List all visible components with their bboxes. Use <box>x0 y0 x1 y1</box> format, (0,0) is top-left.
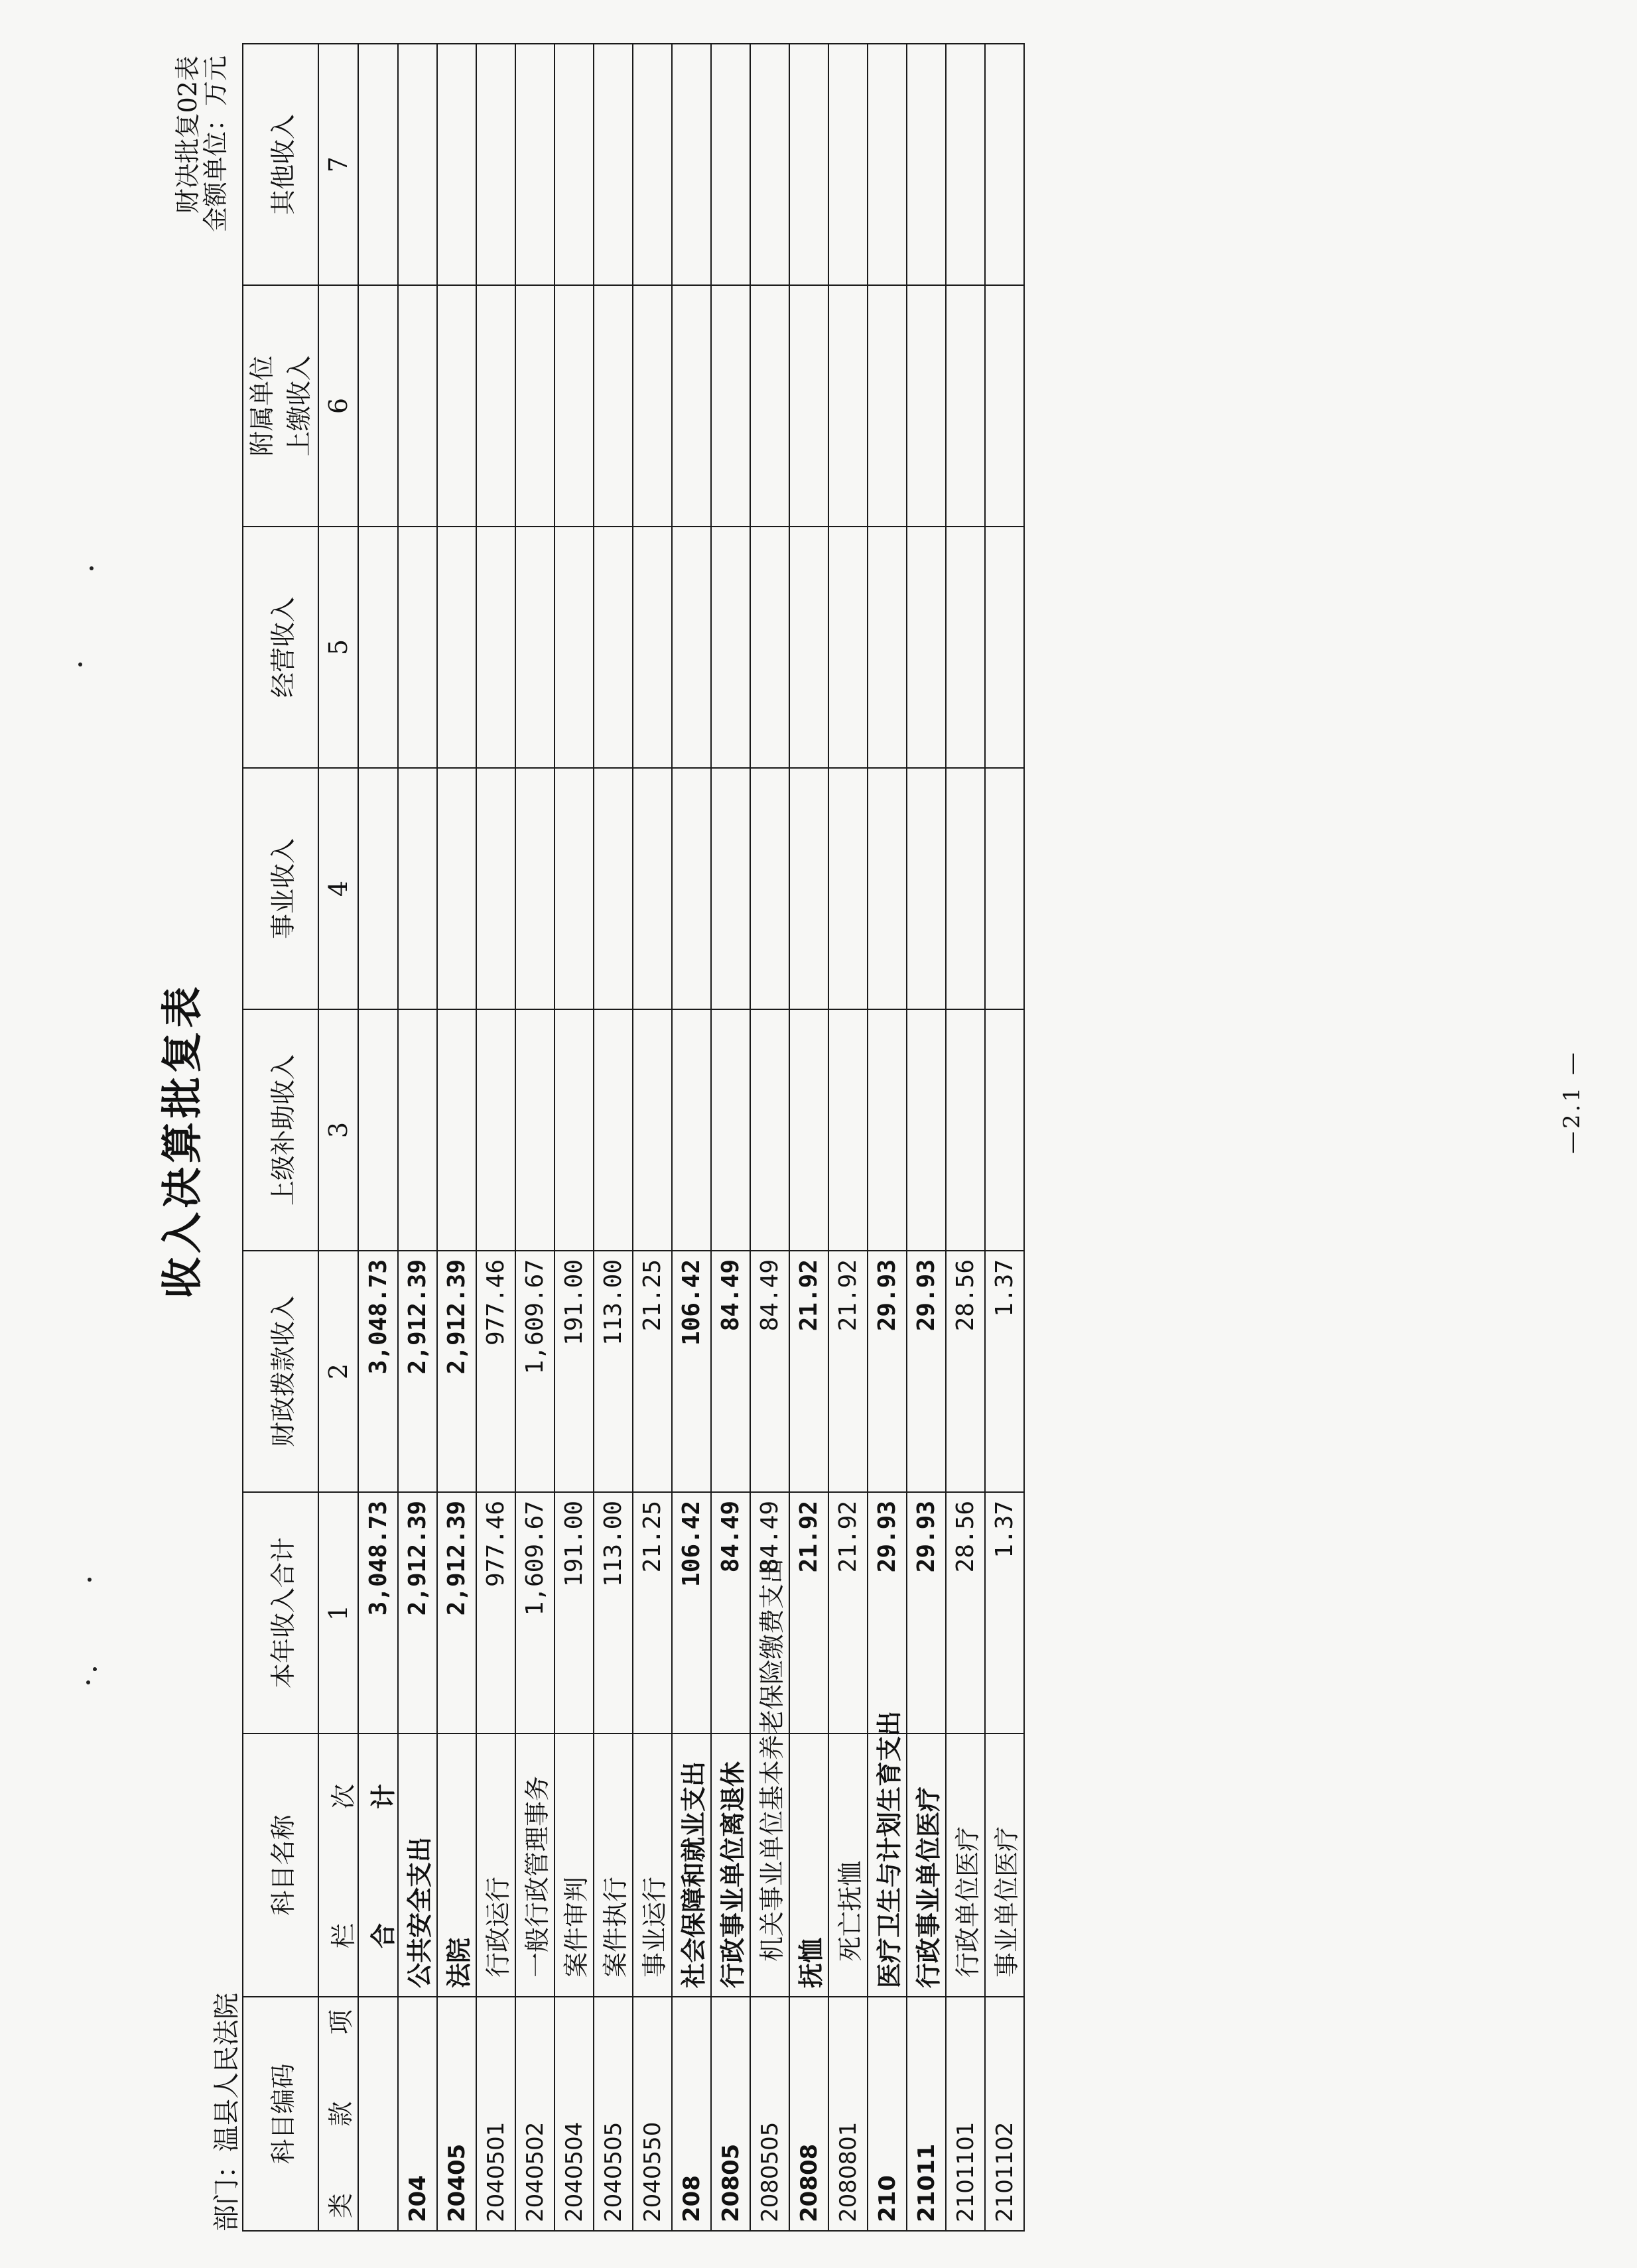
subject-name-cell: 行政事业单位医疗 <box>907 1733 946 1997</box>
value-cell-col-6 <box>555 285 594 527</box>
total-value-4 <box>358 768 398 1009</box>
table-row <box>555 44 594 2231</box>
subject-code-cell: 2080505 <box>750 1997 789 2231</box>
value-cell-col-4 <box>868 768 907 1009</box>
value-cell-col-7 <box>476 44 515 285</box>
value-cell-col-1: 29.93 <box>868 1492 907 1733</box>
value-cell-col-5 <box>946 527 985 768</box>
value-cell-col-6 <box>476 285 515 527</box>
value-cell-col-2: 84.49 <box>711 1251 750 1492</box>
subject-code-cell: 2040501 <box>476 1997 515 2231</box>
value-cell-col-6 <box>594 285 633 527</box>
value-cell-col-5 <box>672 527 711 768</box>
value-cell-col-3 <box>594 1009 633 1251</box>
value-cell-col-4 <box>828 768 868 1009</box>
table-row <box>985 44 1024 2231</box>
value-cell-col-7 <box>437 44 476 285</box>
value-cell-col-4 <box>789 768 828 1009</box>
col-index-6: 6 <box>318 285 358 527</box>
value-cell-col-4 <box>476 768 515 1009</box>
table-row <box>476 44 515 2231</box>
scan-speck <box>93 1667 97 1671</box>
value-cell-col-5 <box>828 527 868 768</box>
value-cell-col-1: 21.25 <box>633 1492 672 1733</box>
subject-code-cell: 2040505 <box>594 1997 633 2231</box>
value-cell-col-6 <box>633 285 672 527</box>
department-label: 部门：温县人民法院 <box>212 1993 242 2232</box>
value-cell-col-2: 1.37 <box>985 1251 1024 1492</box>
value-cell-col-4 <box>633 768 672 1009</box>
value-cell-col-5 <box>476 527 515 768</box>
table-row <box>750 44 789 2231</box>
value-cell-col-4 <box>398 768 437 1009</box>
value-cell-col-5 <box>515 527 555 768</box>
value-cell-col-3 <box>946 1009 985 1251</box>
header-ci: 次 <box>329 1784 358 1810</box>
scan-speck <box>88 1578 92 1582</box>
value-cell-col-7 <box>985 44 1024 285</box>
header-col-7: 其他收入 <box>243 44 318 285</box>
value-cell-col-6 <box>985 285 1024 527</box>
table-row <box>946 44 985 2231</box>
value-cell-col-1: 84.49 <box>711 1492 750 1733</box>
value-cell-col-5 <box>437 527 476 768</box>
value-cell-col-5 <box>750 527 789 768</box>
table-row <box>907 44 946 2231</box>
value-cell-col-6 <box>868 285 907 527</box>
value-cell-col-3 <box>633 1009 672 1251</box>
col-index-3: 3 <box>318 1009 358 1251</box>
value-cell-col-1: 1,609.67 <box>515 1492 555 1733</box>
subject-name-cell: 行政运行 <box>476 1733 515 1997</box>
total-value-3 <box>358 1009 398 1251</box>
table-row <box>828 44 868 2231</box>
subject-code-cell: 2101102 <box>985 1997 1024 2231</box>
value-cell-col-4 <box>672 768 711 1009</box>
lanci-cell <box>318 1733 358 1997</box>
value-cell-col-2: 1,609.67 <box>515 1251 555 1492</box>
value-cell-col-6 <box>515 285 555 527</box>
value-cell-col-5 <box>789 527 828 768</box>
header-lei: 类 <box>326 2192 356 2218</box>
header-col-2: 财政拨款收入 <box>243 1251 318 1492</box>
subject-code-cell: 208 <box>672 1997 711 2231</box>
value-cell-col-1: 2,912.39 <box>437 1492 476 1733</box>
value-cell-col-4 <box>985 768 1024 1009</box>
total-value-1: 3,048.73 <box>358 1492 398 1733</box>
value-cell-col-6 <box>789 285 828 527</box>
value-cell-col-2: 21.92 <box>828 1251 868 1492</box>
value-cell-col-1: 21.92 <box>789 1492 828 1733</box>
value-cell-col-4 <box>907 768 946 1009</box>
value-cell-col-1: 29.93 <box>907 1492 946 1733</box>
value-cell-col-7 <box>868 44 907 285</box>
total-value-7 <box>358 44 398 285</box>
subject-code-cell: 2040550 <box>633 1997 672 2231</box>
total-value-6 <box>358 285 398 527</box>
value-cell-col-2: 191.00 <box>555 1251 594 1492</box>
value-cell-col-3 <box>515 1009 555 1251</box>
value-cell-col-4 <box>711 768 750 1009</box>
value-cell-col-7 <box>594 44 633 285</box>
value-cell-col-6 <box>711 285 750 527</box>
value-cell-col-2: 84.49 <box>750 1251 789 1492</box>
value-cell-col-3 <box>476 1009 515 1251</box>
value-cell-col-2: 29.93 <box>907 1251 946 1492</box>
value-cell-col-3 <box>789 1009 828 1251</box>
table-row <box>594 44 633 2231</box>
subject-code-cell: 2101101 <box>946 1997 985 2231</box>
subject-code-cell: 2040504 <box>555 1997 594 2231</box>
value-cell-col-2: 106.42 <box>672 1251 711 1492</box>
table-number: 财决批复02表 <box>173 55 202 214</box>
value-cell-col-7 <box>907 44 946 285</box>
subject-name-cell: 事业运行 <box>633 1733 672 1997</box>
value-cell-col-2: 113.00 <box>594 1251 633 1492</box>
header-col-6 <box>243 285 318 527</box>
value-cell-col-3 <box>985 1009 1024 1251</box>
subject-name-cell: 抚恤 <box>789 1733 828 1997</box>
value-cell-col-6 <box>907 285 946 527</box>
subject-name-cell: 一般行政管理事务 <box>515 1733 555 1997</box>
value-cell-col-7 <box>515 44 555 285</box>
value-cell-col-4 <box>946 768 985 1009</box>
header-lan: 栏 <box>329 1923 358 1949</box>
value-cell-col-6 <box>672 285 711 527</box>
value-cell-col-6 <box>946 285 985 527</box>
col-index-1: 1 <box>318 1492 358 1733</box>
value-cell-col-2: 29.93 <box>868 1251 907 1492</box>
page-title: 收入决算批复表 <box>158 982 206 1299</box>
subject-code-cell: 20808 <box>789 1997 828 2231</box>
table-row <box>711 44 750 2231</box>
value-cell-col-2: 28.56 <box>946 1251 985 1492</box>
code-sub-header <box>318 1997 358 2231</box>
subject-name-cell: 案件审判 <box>555 1733 594 1997</box>
value-cell-col-3 <box>868 1009 907 1251</box>
value-cell-col-6 <box>828 285 868 527</box>
value-cell-col-3 <box>437 1009 476 1251</box>
subject-name-cell: 死亡抚恤 <box>828 1733 868 1997</box>
subject-code-cell: 2080801 <box>828 1997 868 2231</box>
header-name: 科目名称 <box>243 1733 318 1997</box>
subject-name-cell: 医疗卫生与计划生育支出 <box>868 1733 907 1997</box>
header-col-4: 事业收入 <box>243 768 318 1009</box>
col-index-2: 2 <box>318 1251 358 1492</box>
total-row <box>358 44 398 2231</box>
value-cell-col-5 <box>868 527 907 768</box>
table-row <box>672 44 711 2231</box>
subject-code-cell: 210 <box>868 1997 907 2231</box>
value-cell-col-7 <box>828 44 868 285</box>
subject-name-cell: 法院 <box>437 1733 476 1997</box>
value-cell-col-7 <box>750 44 789 285</box>
value-cell-col-1: 2,912.39 <box>398 1492 437 1733</box>
value-cell-col-1: 106.42 <box>672 1492 711 1733</box>
value-cell-col-6 <box>750 285 789 527</box>
value-cell-col-7 <box>711 44 750 285</box>
table-meta <box>174 56 229 232</box>
value-cell-col-3 <box>750 1009 789 1251</box>
header-col-6-line1: 附属单位 <box>247 355 277 457</box>
total-label-cell <box>358 1733 398 1997</box>
value-cell-col-5 <box>633 527 672 768</box>
income-table <box>242 43 1025 2232</box>
value-cell-col-1: 191.00 <box>555 1492 594 1733</box>
scan-speck <box>86 1680 90 1684</box>
scan-speck <box>90 566 94 570</box>
value-cell-col-7 <box>398 44 437 285</box>
scan-speck <box>78 662 82 666</box>
value-cell-col-7 <box>672 44 711 285</box>
subject-name-cell: 社会保障和就业支出 <box>672 1733 711 1997</box>
table-row <box>437 44 476 2231</box>
value-cell-col-2: 21.25 <box>633 1251 672 1492</box>
value-cell-col-5 <box>398 527 437 768</box>
subject-code-cell: 21011 <box>907 1997 946 2231</box>
value-cell-col-7 <box>555 44 594 285</box>
total-value-5 <box>358 527 398 768</box>
table-row <box>868 44 907 2231</box>
value-cell-col-4 <box>594 768 633 1009</box>
table-body <box>358 44 1024 2231</box>
value-cell-col-3 <box>711 1009 750 1251</box>
table-row <box>515 44 555 2231</box>
col-index-7: 7 <box>318 44 358 285</box>
header-code: 科目编码 <box>243 1997 318 2231</box>
value-cell-col-3 <box>907 1009 946 1251</box>
value-cell-col-5 <box>711 527 750 768</box>
value-cell-col-4 <box>750 768 789 1009</box>
table-row <box>789 44 828 2231</box>
value-cell-col-4 <box>437 768 476 1009</box>
value-cell-col-5 <box>985 527 1024 768</box>
value-cell-col-2: 2,912.39 <box>398 1251 437 1492</box>
col-index-4: 4 <box>318 768 358 1009</box>
value-cell-col-7 <box>633 44 672 285</box>
value-cell-col-3 <box>828 1009 868 1251</box>
subject-code-cell: 20805 <box>711 1997 750 2231</box>
total-code-cell <box>358 1997 398 2231</box>
col-index-5: 5 <box>318 527 358 768</box>
header-ji: 计 <box>368 1784 398 1810</box>
subject-name-cell: 案件执行 <box>594 1733 633 1997</box>
value-cell-col-1: 84.49 <box>750 1492 789 1733</box>
header-xiang: 项 <box>326 2009 356 2035</box>
amount-unit: 金额单位：万元 <box>201 55 230 232</box>
table-row <box>633 44 672 2231</box>
value-cell-col-7 <box>789 44 828 285</box>
value-cell-col-1: 977.46 <box>476 1492 515 1733</box>
value-cell-col-7 <box>946 44 985 285</box>
subject-name-cell: 事业单位医疗 <box>985 1733 1024 1997</box>
value-cell-col-5 <box>555 527 594 768</box>
subject-code-cell: 2040502 <box>515 1997 555 2231</box>
subject-name-cell: 公共安全支出 <box>398 1733 437 1997</box>
total-value-2: 3,048.73 <box>358 1251 398 1492</box>
subject-name-cell: 行政事业单位离退休 <box>711 1733 750 1997</box>
header-he: 合 <box>368 1923 398 1949</box>
value-cell-col-6 <box>437 285 476 527</box>
value-cell-col-3 <box>555 1009 594 1251</box>
value-cell-col-5 <box>594 527 633 768</box>
value-cell-col-4 <box>515 768 555 1009</box>
header-kuan: 款 <box>326 2101 356 2127</box>
value-cell-col-4 <box>555 768 594 1009</box>
value-cell-col-2: 21.92 <box>789 1251 828 1492</box>
table-row <box>398 44 437 2231</box>
value-cell-col-2: 977.46 <box>476 1251 515 1492</box>
value-cell-col-1: 28.56 <box>946 1492 985 1733</box>
subject-name-cell: 机关事业单位基本养老保险缴费支出 <box>750 1733 789 1997</box>
page-number: —2.1 — <box>1559 1050 1585 1154</box>
value-cell-col-3 <box>398 1009 437 1251</box>
value-cell-col-5 <box>907 527 946 768</box>
subject-name-cell: 行政单位医疗 <box>946 1733 985 1997</box>
value-cell-col-6 <box>398 285 437 527</box>
subject-code-cell: 204 <box>398 1997 437 2231</box>
subject-code-cell: 20405 <box>437 1997 476 2231</box>
header-col-1: 本年收入合计 <box>243 1492 318 1733</box>
value-cell-col-1: 113.00 <box>594 1492 633 1733</box>
header-col-6-line2: 上缴收入 <box>285 355 314 457</box>
value-cell-col-1: 21.92 <box>828 1492 868 1733</box>
header-col-3: 上级补助收入 <box>243 1009 318 1251</box>
header-col-5: 经营收入 <box>243 527 318 768</box>
value-cell-col-3 <box>672 1009 711 1251</box>
value-cell-col-1: 1.37 <box>985 1492 1024 1733</box>
value-cell-col-2: 2,912.39 <box>437 1251 476 1492</box>
